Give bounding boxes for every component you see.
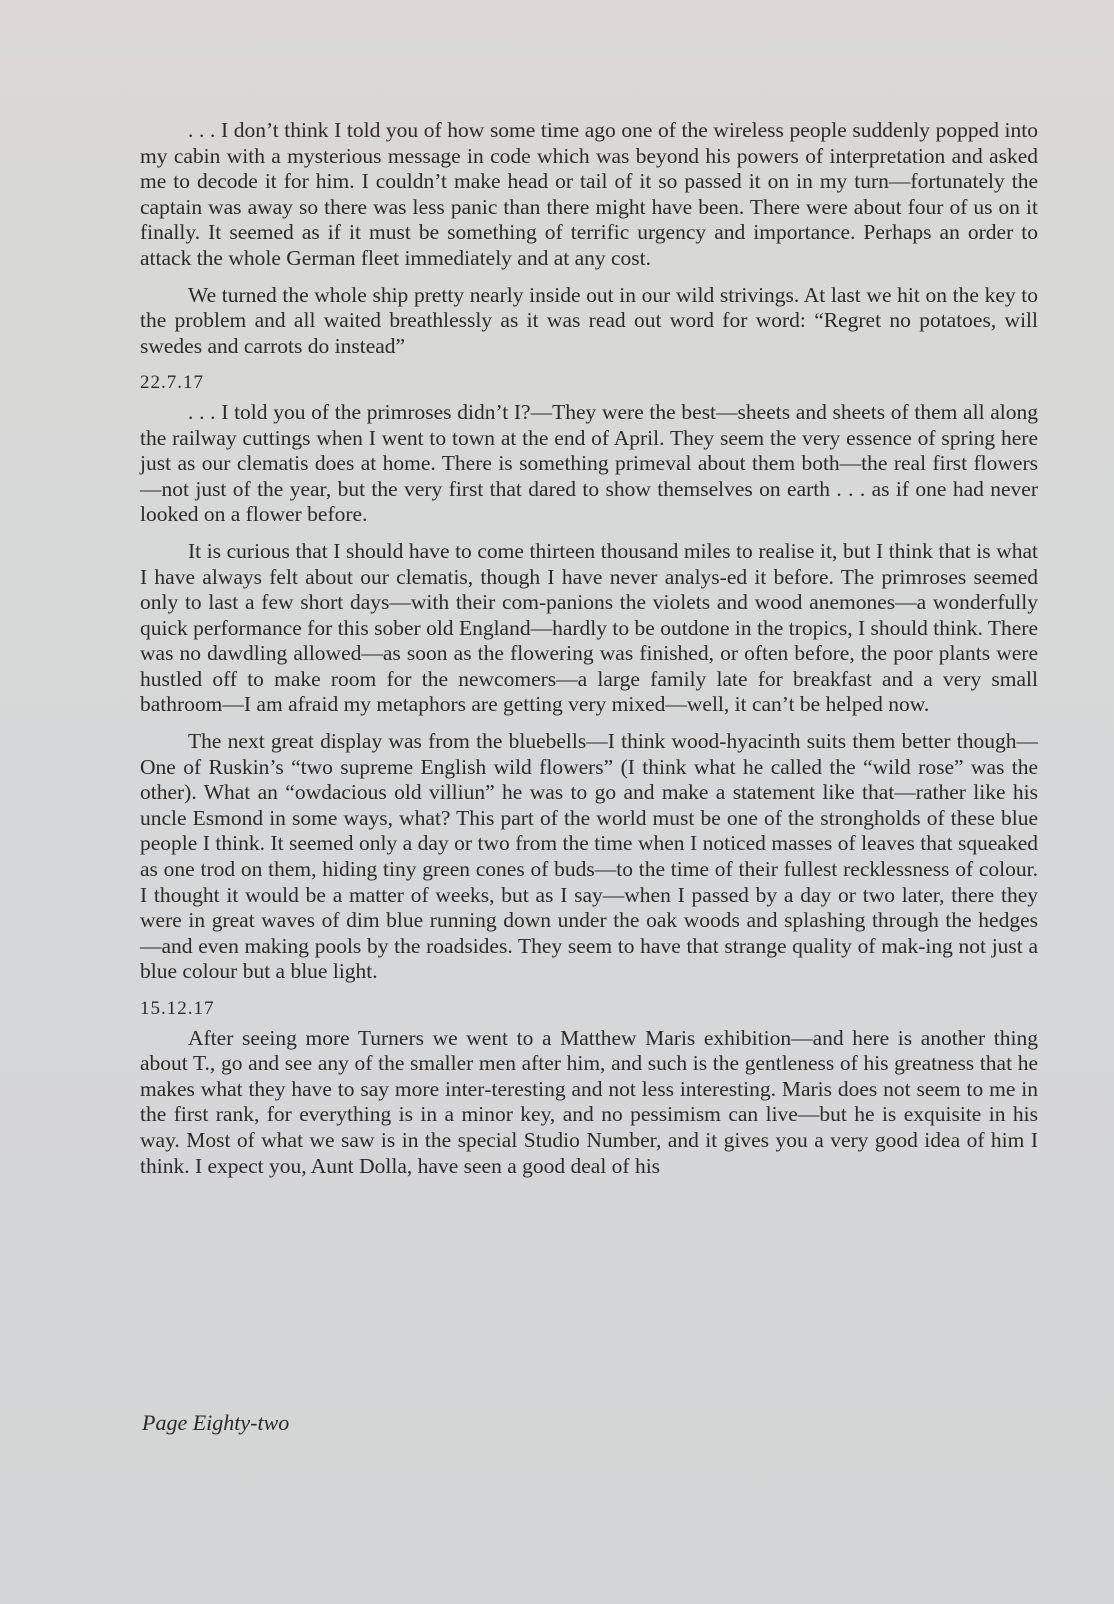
page-number: Page Eighty‑two — [142, 1410, 290, 1435]
letter-text — [140, 118, 1038, 1190]
paragraph-potatoes: We turned the whole ship pretty nearly inside out in our wild strivings. At last we hit on the key to the problem and all waited breathlessly as it was read out word for word: “Regret no potatoes, will swedes and carrots do instead” — [140, 282, 1038, 358]
paragraph-maris: After seeing more Turners we went to a Matthew Maris exhibition—and here is another thing about T., go and see any of the smaller men after him, and such is the gentleness of his greatness that he makes what they have to say more inter‑teresting and not less interesting. Maris does not seem to me in the first rank, for everything is in a minor key, and no pessimism can live—but he is exquisite in his way. Most of what we saw is in the special Studio Number, and it gives you a very good idea of him I think. I expect you, Aunt Dolla, have seen a good deal of his — [140, 1025, 1038, 1178]
date-heading-1: 22.7.17 — [140, 372, 204, 394]
paragraph-primroses: . . . I told you of the primroses didn’t I?—They were the best—sheets and sheets of them all along the railway cuttings when I went to town at the end of April. They seem the very essence of spring here just as our clematis does at home. There is something primeval about them both—the real first flowers—not just of the year, but the very first that dared to show themselves on earth . . . as if one had never looked on a flower before. — [140, 399, 1038, 527]
paragraph-clematis: It is curious that I should have to come thirteen thousand miles to realise it, but I think that is what I have always felt about our clematis, though I have never analys‑ed it before. The primroses seemed only to last a few short days—with their com‑panions the violets and wood anemones—a wonderfully quick performance for this sober old England—hardly to be outdone in the tropics, I should think. There was no dawdling allowed—as soon as the flowering was finished, or often before, the poor plants were hustled off to make room for the newcomers—a large family late for breakfast and a very small bathroom—I am afraid my metaphors are getting very mixed—well, it can’t be helped now. — [140, 538, 1038, 717]
paragraph-code-message: . . . I don’t think I told you of how some time ago one of the wireless people suddenly popped into my cabin with a mysterious message in code which was beyond his powers of interpretation and asked me to decode it for him. I couldn’t make head or tail of it so passed it on in my turn—fortunately the captain was away so there was less panic than there might have been. There were about four of us on it finally. It seemed as if it must be something of terrific urgency and importance. Perhaps an order to attack the whole German fleet immediately and at any cost. — [140, 118, 1038, 270]
date-heading-2: 15.12.17 — [140, 998, 215, 1019]
paragraph-bluebells: The next great display was from the bluebells—I think wood‑hyacinth suits them better though—One of Ruskin’s “two supreme English wild flowers” (I think what he called the “wild rose” was the other). What an “owdacious old villiun” he was to go and make a statement like that—rather like his uncle Esmond in some ways, what? This part of the world must be one of the strongholds of these blue people I think. It seemed only a day or two from the time when I noticed masses of leaves that squeaked as one trod on them, hiding tiny green cones of buds—to the time of their fullest recklessness of colour. I thought it would be a matter of weeks, but as I say—when I passed by a day or two later, there they were in great waves of dim blue running down under the oak woods and splashing through the hedges—and even making pools by the roadsides. They seem to have that strange quality of mak‑ing not just a blue colour but a blue light. — [140, 729, 1038, 984]
